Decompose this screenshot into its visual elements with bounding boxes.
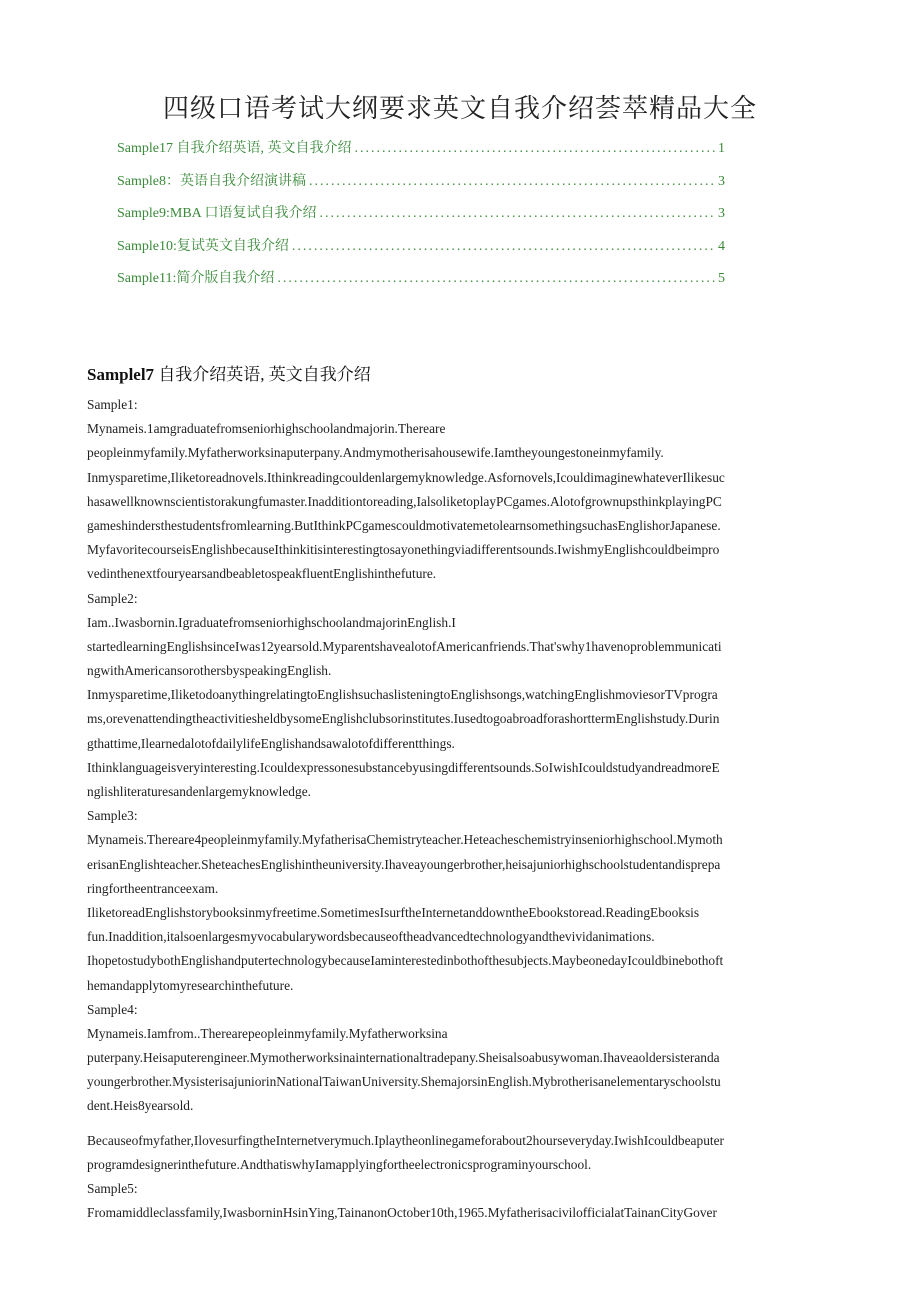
text-line: vedinthenextfouryearsandbeabletospeakfluentEnglishinthefuture. [87,566,437,582]
paragraph-gap [87,1119,822,1129]
toc-entry[interactable] [117,235,725,268]
toc-entry-label: Sample17 自我介绍英语, 英文自我介绍 [117,141,352,156]
toc-entry[interactable] [117,170,725,203]
sample-label: Sample3: [87,808,138,824]
toc-entry[interactable] [117,137,725,170]
toc-leader-dots [292,239,715,255]
toc-entry-page: 3 [718,173,725,189]
text-line: Inmysparetime,Iliketoreadnovels.Ithinkreadingcouldenlargemyknowledge.Asfornovels,IcouldimaginewhateverIlikesuc [87,469,725,485]
toc-entry-label: Sample10:复试英文自我介绍 [117,238,289,254]
text-line: IhopetostudybothEnglishandputertechnologybecauseIaminterestedinbothofthesubjects.MaybeonedayIcouldbinebothoft [87,953,724,969]
sample-label: Sample5: [87,1181,138,1196]
text-line: Mynameis.1amgraduatefromseniorhighschoolandmajorin.Thereare [87,421,446,437]
text-line: gthattime,IlearnedalotofdailylifeEnglishandsawalotofdifferentthings. [87,735,455,751]
text-line: gameshindersthestudentsfromlearning.ButIthinkPCgamescouldmotivatemetolearnsomethingsuchasEnglishorJapanese. [87,517,721,533]
toc-leader-dots [320,206,715,222]
toc-entry-page: 4 [718,238,725,254]
toc-entry-page: 1 [718,141,725,156]
toc-entry[interactable] [117,202,725,235]
text-line: dent.Heis8yearsold. [87,1098,194,1114]
table-of-contents [117,137,725,300]
sample-label: Sample1: [87,397,138,412]
sample-label: Sample2: [87,590,138,606]
text-line: hemandapplytomyresearchinthefuture. [87,977,294,993]
text-line: Mynameis.Iamfrom..Therearepeopleinmyfamily.Myfatherworksina [87,1025,448,1041]
text-line: Iam..Iwasbornin.IgraduatefromseniorhighschoolandmajorinEnglish.I [87,614,456,630]
section-heading [87,360,371,385]
text-line: hasawellknownscientistorakungfumaster.Inadditiontoreading,IalsoliketoplayPCgames.AlotofgrownupsthinkplayingPC [87,493,722,509]
text-line: ngwithAmericansorothersbyspeakingEnglish. [87,663,332,679]
section-heading-bold: Samplel7 [87,365,155,384]
text-line: nglishliteraturesandenlargemyknowledge. [87,784,311,799]
text-line: youngerbrother.MysisterisajuniorinNationalTaiwanUniversity.ShemajorsinEnglish.Mybrotherisanelementaryschoolstu [87,1074,721,1090]
text-line: Inmysparetime,IliketodoanythingrelatingtoEnglishsuchaslisteningtoEnglishsongs,watchingEnglishmoviesorTVprogra [87,687,718,703]
sample-label: Sample4: [87,1001,138,1017]
text-line: peopleinmyfamily.Myfatherworksinaputerpany.Andmymotherisahousewife.Iamtheyoungestoneinmyfamily. [87,445,664,461]
toc-entry[interactable] [117,267,725,300]
document-title: 四级口语考试大纲要求英文自我介绍荟萃精品大全 [162,94,757,124]
toc-leader-dots [309,174,715,190]
toc-entry-page: 5 [718,271,725,286]
toc-leader-dots [277,271,715,287]
text-line: programdesignerinthefuture.AndthatiswhyIamapplyingfortheelectronicsprograminyourschool. [87,1156,592,1172]
text-line: Ithinklanguageisveryinteresting.Icouldexpressonesubstancebyusingdifferentsounds.SoIwishIcouldstudyandreadmoreE [87,759,720,775]
text-line: Becauseofmyfather,IlovesurfingtheInternetverymuch.Iplaytheonlinegameforabout2hourseveryday.IwishIcouldbeaputer [87,1132,725,1148]
text-line: puterpany.Heisaputerengineer.Mymotherworksinainternationaltradepany.Sheisalsoabusywoman.Ihaveaoldersisteranda [87,1050,720,1066]
text-line: erisanEnglishteacher.SheteachesEnglishintheuniversity.Ihaveayoungerbrother,heisajuniorhighschoolstudentandisprepa [87,856,721,872]
toc-entry-page: 3 [718,206,725,221]
section-heading-text: 自我介绍英语, 英文自我介绍 [154,365,371,384]
toc-leader-dots [355,141,716,157]
text-line: ringfortheentranceexam. [87,880,219,896]
toc-entry-label: Sample9:MBA 口语复试自我介绍 [117,206,317,221]
toc-entry-label: Sample11:简介版自我介绍 [117,271,275,286]
text-line: Fromamiddleclassfamily,IwasborninHsinYing,TainanonOctober10th,1965.MyfatherisacivilofficialatTainanCityGover [87,1205,717,1221]
document-body [87,393,822,1225]
text-line: IliketoreadEnglishstorybooksinmyfreetime.SometimesIsurftheInternetanddowntheEbookstoread.ReadingEbooksis [87,904,700,920]
text-line: startedlearningEnglishsinceIwas12yearsold.MyparentshavealotofAmericanfriends.That'swhy1havenoproblemmunicati [87,638,722,654]
toc-entry-label: Sample8：英语自我介绍演讲稿 [117,173,306,189]
text-line: MyfavoritecourseisEnglishbecauseIthinkitisinterestingtosayonethingviadifferentsounds.IwishmyEnglishcouldbeimpro [87,542,720,558]
text-line: ms,orevenattendingtheactivitiesheldbysomeEnglishclubsorinstitutes.IusedtogoabroadforashorttermEnglishstudy.Durin [87,711,720,727]
text-line: Mynameis.Thereare4peopleinmyfamily.MyfatherisaChemistryteacher.Heteacheschemistryinseniorhighschool.Mymoth [87,832,723,848]
text-line: fun.Inaddition,italsoenlargesmyvocabularywordsbecauseoftheadvancedtechnologyandthevividanimations. [87,929,655,945]
